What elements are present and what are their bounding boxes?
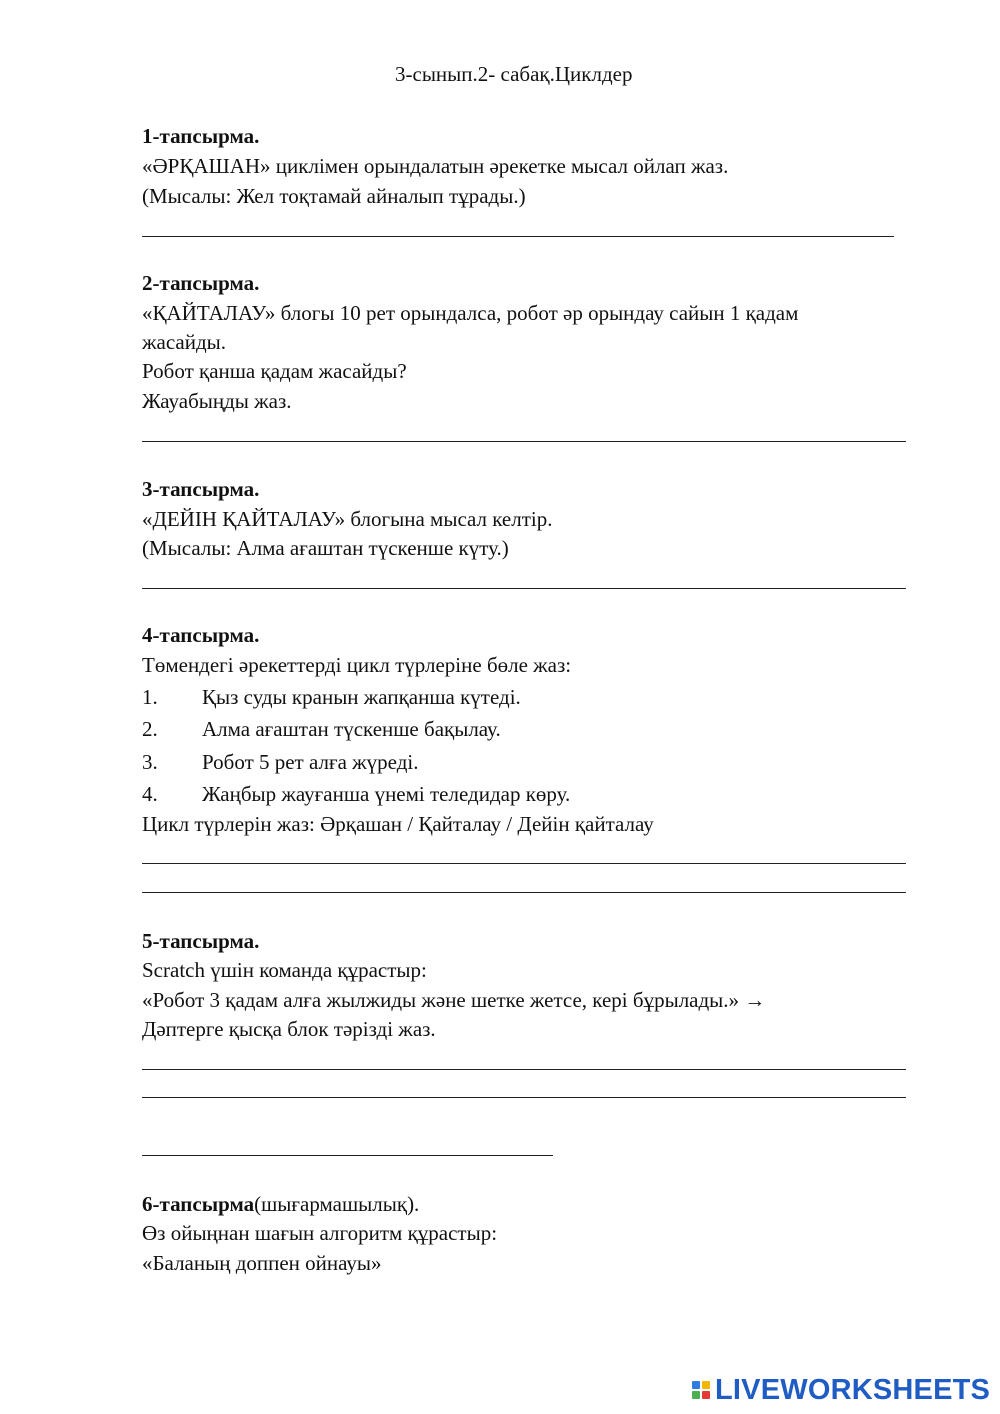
task5-answer-line-3[interactable] — [142, 1155, 553, 1156]
task4-item-text: Алма ағаштан түскенше бақылау. — [202, 717, 501, 741]
page-title: 3-сынып.2- сабақ.Циклдер — [395, 62, 633, 86]
task4-intro: Төмендегі әрекеттерді цикл түрлеріне бөле жаз: — [142, 653, 572, 677]
task4-answer-line-2[interactable] — [142, 892, 906, 893]
logo-square — [702, 1381, 710, 1389]
task3-text: «ДЕЙІН ҚАЙТАЛАУ» блогына мысал келтір. — [142, 507, 553, 531]
task2-text-1: «ҚАЙТАЛАУ» блогы 10 рет орындалса, робот әр орындау сайын 1 қадам — [142, 301, 799, 325]
liveworksheets-logo-mark-icon — [692, 1381, 710, 1399]
task2-heading: 2-тапсырма. — [142, 271, 260, 295]
task4-item-number: 2. — [142, 717, 158, 741]
task4-item-number: 1. — [142, 685, 158, 709]
task3-answer-line[interactable] — [142, 588, 906, 589]
task5-heading: 5-тапсырма. — [142, 929, 260, 953]
task5-text-2: «Робот 3 қадам алға жылжиды және шетке жетсе, кері бұрылады.» → — [142, 988, 766, 1012]
task2-instruction: Жауабыңды жаз. — [142, 389, 292, 413]
task4-item-number: 3. — [142, 750, 158, 774]
task5-answer-line-1[interactable] — [142, 1069, 906, 1070]
task2-text-2: жасайды. — [142, 330, 227, 354]
task1-text: «ӘРҚАШАН» циклімен орындалатын әрекетке мысал ойлап жаз. — [142, 154, 729, 178]
logo-square — [702, 1391, 710, 1399]
task4-item-text: Жаңбыр жауғанша үнемі теледидар көру. — [202, 782, 571, 806]
task6-heading-suffix: (шығармашылық). — [254, 1192, 420, 1216]
task1-answer-line[interactable] — [142, 236, 894, 237]
task6-heading-row — [142, 1192, 419, 1216]
task6-text: Өз ойыңнан шағын алгоритм құрастыр: — [142, 1221, 498, 1245]
logo-square — [692, 1381, 700, 1389]
task5-answer-line-2[interactable] — [142, 1097, 906, 1098]
logo-square — [692, 1391, 700, 1399]
task2-answer-line[interactable] — [142, 441, 906, 442]
task3-heading: 3-тапсырма. — [142, 477, 260, 501]
task4-item-text: Робот 5 рет алға жүреді. — [202, 750, 419, 774]
task3-example: (Мысалы: Алма ағаштан түскенше күту.) — [142, 536, 509, 560]
task5-text-1: Scratch үшін команда құрастыр: — [142, 958, 427, 982]
task6-topic: «Баланың доппен ойнауы» — [142, 1251, 382, 1275]
task1-heading: 1-тапсырма. — [142, 124, 260, 148]
task4-answer-line-1[interactable] — [142, 863, 906, 864]
task4-footer: Цикл түрлерін жаз: Әрқашан / Қайталау / Дейін қайталау — [142, 812, 654, 836]
task1-example: (Мысалы: Жел тоқтамай айналып тұрады.) — [142, 184, 526, 208]
liveworksheets-logo-text: LIVEWORKSHEETS — [715, 1374, 991, 1406]
task4-heading: 4-тапсырма. — [142, 623, 260, 647]
task4-item-text: Қыз суды кранын жапқанша күтеді. — [202, 685, 521, 709]
task2-question: Робот қанша қадам жасайды? — [142, 359, 407, 383]
liveworksheets-logo — [692, 1374, 990, 1406]
task4-item-number: 4. — [142, 782, 158, 806]
task6-heading: 6-тапсырма — [142, 1192, 255, 1216]
task5-text-3: Дәптерге қысқа блок тәрізді жаз. — [142, 1017, 436, 1041]
